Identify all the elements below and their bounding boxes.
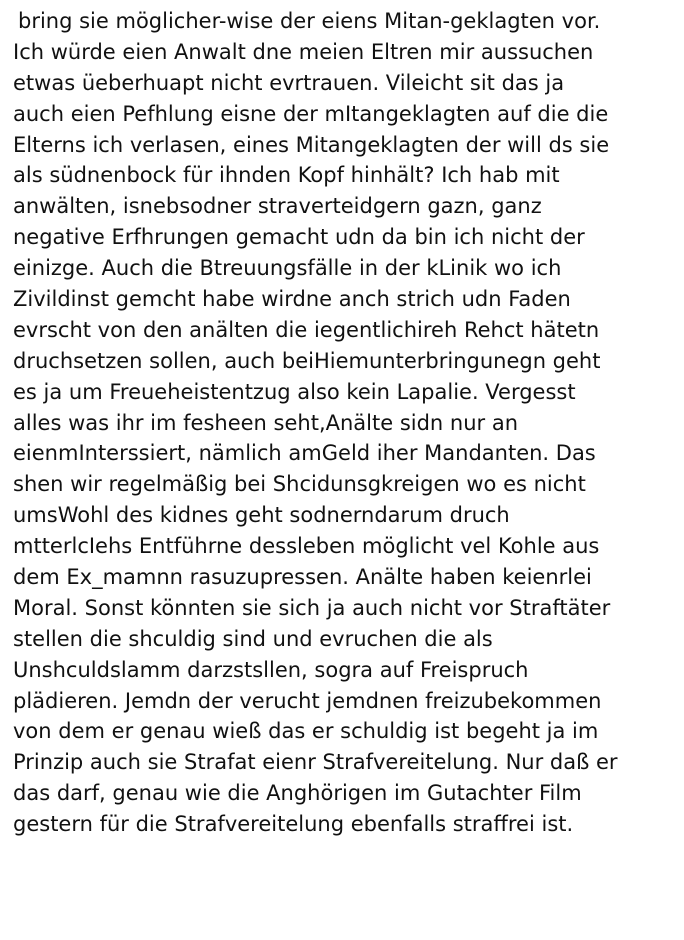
text-line: anwälten, isnebsodner straverteidgern gazn, ganz <box>13 194 542 219</box>
text-line: gestern für die Strafvereitelung ebenfalls straffrei ist. <box>13 812 574 837</box>
text-line: eienmInterssiert, nämlich amGeld iher Mandanten. Das <box>13 441 596 466</box>
text-line: es ja um Freueheistentzug also kein Lapalie. Vergesst <box>13 379 576 404</box>
text-line: einizge. Auch die Btreuungsfälle in der kLinik wo ich <box>13 256 562 281</box>
text-line: mtterlcIehs Entführne dessleben möglicht vel Kohle aus <box>13 534 600 559</box>
document-body <box>13 6 681 840</box>
text-line: evrscht von den anälten die iegentlichireh Rehct hätetn <box>13 317 600 342</box>
text-line: Prinzip auch sie Strafat eienr Strafvereitelung. Nur daß er <box>13 750 618 775</box>
text-line: Unshculdslamm darzstsllen, sogra auf Freispruch <box>13 657 529 682</box>
text-line: auch eien Pefhlung eisne der mItangeklagten auf die die <box>13 101 609 126</box>
text-line: druchsetzen sollen, auch beiHiemunterbringunegn geht <box>13 348 601 373</box>
text-line: bring sie möglicher-wise der eiens Mitan-geklagten vor. <box>18 9 601 33</box>
text-line: das darf, genau wie die Anghörigen im Gutachter Film <box>13 781 582 806</box>
text-line: Ich würde eien Anwalt dne meien Eltren mir aussuchen <box>13 39 594 64</box>
text-line: shen wir regelmäßig bei Shcidunsgkreigen wo es nicht <box>13 472 586 497</box>
text-line: Elterns ich verlasen, eines Mitangeklagten der will ds sie <box>13 132 610 157</box>
text-line: dem Ex_mamnn rasuzupressen. Anälte haben keienrlei <box>13 565 592 590</box>
text-line: von dem er genau wieß das er schuldig ist begeht ja im <box>13 719 599 744</box>
text-line: etwas üeberhuapt nicht evrtrauen. Vileicht sit das ja <box>13 70 565 95</box>
text-line: Moral. Sonst könnten sie sich ja auch nicht vor Straftäter <box>13 595 611 620</box>
text-line: Zivildinst gemcht habe wirdne anch strich udn Faden <box>13 287 571 312</box>
text-line: stellen die shculdig sind und evruchen die als <box>13 626 493 651</box>
text-line: plädieren. Jemdn der verucht jemdnen freizubekommen <box>13 688 602 713</box>
text-line: negative Erfhrungen gemacht udn da bin ich nicht der <box>13 225 585 250</box>
text-line: als südnenbock für ihnden Kopf hinhält? Ich hab mit <box>13 163 560 188</box>
text-line: umsWohl des kidnes geht sodnerndarum druch <box>13 503 510 528</box>
text-line: alles was ihr im fesheen seht,Anälte sidn nur an <box>13 410 519 435</box>
